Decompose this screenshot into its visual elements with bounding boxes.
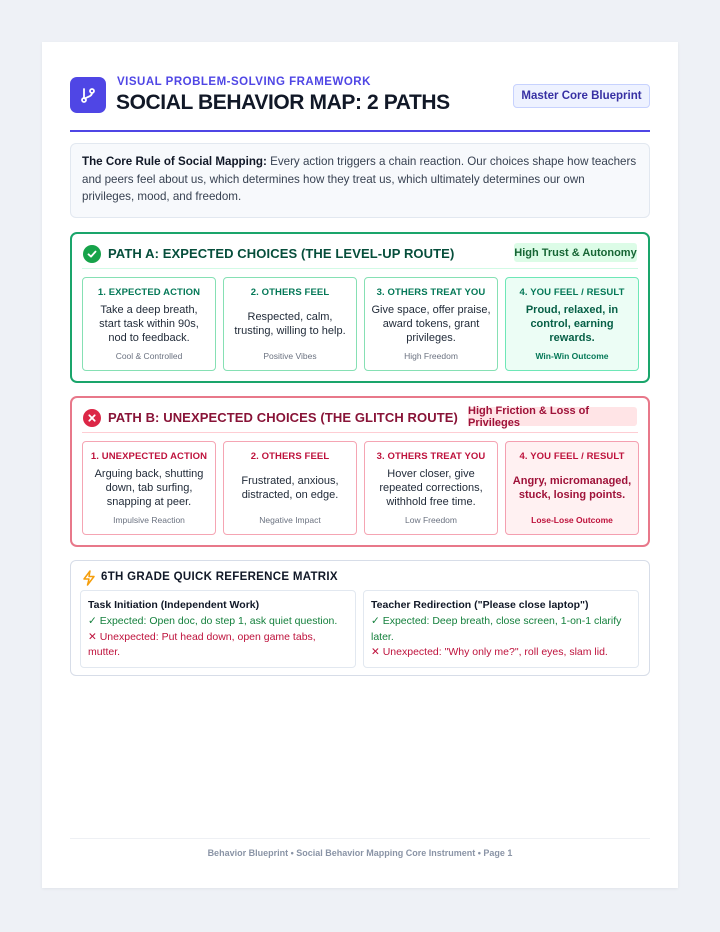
path-b-step-3: [364, 441, 498, 535]
path-b-section: [70, 396, 650, 547]
step-heading: 2. OTHERS FEEL: [250, 287, 330, 298]
step-footer: Lose-Lose Outcome: [531, 515, 613, 525]
step-heading: 3. OTHERS TREAT YOU: [376, 451, 486, 462]
expected-line: ✓ Expected: Open doc, do step 1, ask quiet question.: [88, 615, 338, 627]
path-a-step-4: [505, 277, 639, 371]
step-heading: 4. YOU FEEL / RESULT: [519, 287, 625, 298]
step-heading: 4. YOU FEEL / RESULT: [519, 451, 625, 462]
step-body: Give space, offer praise, award tokens, grant privileges.: [371, 304, 491, 344]
step-body: Angry, micromanaged, stuck, losing points.: [512, 475, 632, 501]
git-branch-icon: [70, 77, 106, 113]
step-body: Hover closer, give repeated corrections, withhold free time.: [379, 468, 483, 508]
core-rule-text: Every action triggers a chain reaction. Our choices shape how teachers and peers feel about us, which determines how they treat us, which ultimately determines our own privileges, mood, and freedom.: [82, 155, 637, 203]
step-body: Take a deep breath, start task within 90s, nod to feedback.: [99, 304, 199, 344]
path-a-divider: [82, 268, 638, 269]
step-body: Arguing back, shutting down, tab surfing, snapping at peer.: [94, 468, 204, 508]
step-footer: Win-Win Outcome: [535, 351, 609, 361]
path-b-steps: [82, 441, 639, 535]
step-footer: Low Freedom: [405, 515, 457, 525]
header-divider: [70, 130, 650, 132]
step-footer: Cool & Controlled: [115, 351, 183, 361]
step-heading: 2. OTHERS FEEL: [250, 451, 330, 462]
check-circle-icon: [83, 245, 101, 263]
path-a-step-2: [223, 277, 357, 371]
header-kicker: VISUAL PROBLEM-SOLVING FRAMEWORK: [117, 76, 371, 88]
step-heading: 3. OTHERS TREAT YOU: [376, 287, 486, 298]
path-a-section: [70, 232, 650, 383]
path-b-step-4: [505, 441, 639, 535]
step-footer: Negative Impact: [259, 515, 321, 525]
unexpected-line: ✕ Unexpected: Put head down, open game tabs, mutter.: [88, 630, 316, 658]
x-circle-icon: [83, 409, 101, 427]
path-b-badge: High Friction & Loss of Privileges: [468, 407, 637, 426]
quick-reference-title: 6TH GRADE QUICK REFERENCE MATRIX: [101, 571, 338, 583]
core-rule-label: The Core Rule of Social Mapping:: [82, 155, 267, 168]
step-footer: Positive Vibes: [263, 351, 317, 361]
unexpected-line: ✕ Unexpected: "Why only me?", roll eyes, slam lid.: [371, 646, 608, 658]
step-body: Respected, calm, trusting, willing to help.: [234, 311, 346, 337]
path-a-steps: [82, 277, 639, 371]
card-heading: Task Initiation (Independent Work): [88, 599, 260, 611]
page-title: SOCIAL BEHAVIOR MAP: 2 PATHS: [116, 91, 450, 114]
core-rule-box: [70, 143, 650, 218]
step-body: Frustrated, anxious, distracted, on edge.: [241, 475, 339, 501]
card-heading: Teacher Redirection ("Please close laptop"): [371, 599, 589, 611]
path-b-divider: [82, 432, 638, 433]
quick-reference-matrix: [70, 560, 650, 676]
path-a-step-3: [364, 277, 498, 371]
step-heading: 1. UNEXPECTED ACTION: [90, 451, 208, 462]
footer-divider: [70, 838, 650, 839]
path-a-title: PATH A: EXPECTED CHOICES (THE LEVEL-UP ROUTE): [108, 246, 455, 261]
lightning-icon: [82, 570, 96, 586]
path-b-title: PATH B: UNEXPECTED CHOICES (THE GLITCH ROUTE): [108, 410, 458, 425]
reference-card-task-initiation: [80, 590, 356, 668]
page-footer: Behavior Blueprint • Social Behavior Mapping Core Instrument • Page 1: [207, 848, 513, 858]
step-body: Proud, relaxed, in control, earning rewards.: [525, 304, 619, 344]
blueprint-badge: Master Core Blueprint: [513, 84, 650, 108]
path-b-step-1: [82, 441, 216, 535]
path-a-step-1: [82, 277, 216, 371]
reference-card-teacher-redirection: [363, 590, 639, 668]
path-b-step-2: [223, 441, 357, 535]
expected-line: ✓ Expected: Deep breath, close screen, 1-on-1 clarify later.: [371, 615, 622, 643]
step-footer: Impulsive Reaction: [113, 515, 185, 525]
step-footer: High Freedom: [404, 351, 458, 361]
step-heading: 1. EXPECTED ACTION: [97, 287, 201, 298]
document-page: [42, 42, 678, 888]
path-a-badge: High Trust & Autonomy: [514, 243, 637, 262]
